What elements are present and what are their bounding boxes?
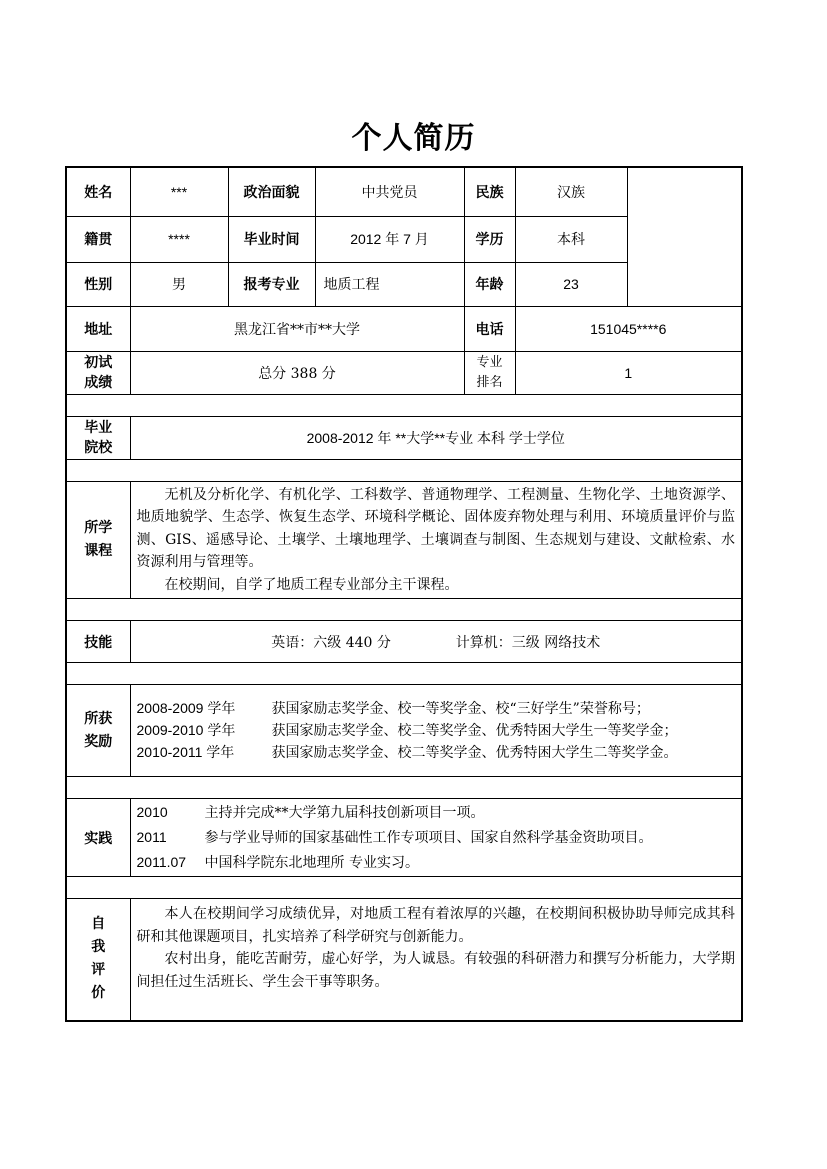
ethnic-value: 汉族: [515, 167, 627, 216]
score-label-line2: 成绩: [84, 374, 113, 391]
school-label-line1: 毕业: [84, 419, 113, 436]
major-label: 报考专业: [228, 262, 315, 306]
major-value: 地质工程: [315, 262, 464, 306]
rank-label-line1: 专业: [476, 354, 503, 370]
award-year: 2009-2010 学年: [136, 721, 236, 738]
politics-label: 政治面貌: [228, 167, 315, 216]
practice-item: [131, 850, 742, 875]
skills-content: [130, 621, 742, 663]
age-label: 年龄: [464, 262, 515, 306]
politics-value: 中共党员: [315, 167, 464, 216]
school-value: 2008-2012 年 **大学**专业 本科 学士学位: [130, 416, 742, 459]
gender-label: 性别: [66, 262, 130, 306]
practice-year: 2010: [136, 804, 168, 820]
spacer-row: [66, 877, 742, 899]
photo-area: [627, 167, 742, 306]
award-year: 2010-2011 学年: [136, 743, 235, 760]
spacer-row: [66, 777, 742, 799]
practice-year: 2011.07: [136, 854, 187, 870]
self-eval-content: [130, 899, 742, 1021]
resume-table: [65, 166, 743, 1022]
page-title: 个人简历: [351, 121, 476, 156]
phone-value: 151045****6: [515, 306, 742, 351]
award-item: [131, 742, 742, 764]
gender-value: 男: [130, 262, 228, 306]
skills-english: 英语：六级 440 分: [271, 634, 391, 651]
ethnic-label: 民族: [464, 167, 515, 216]
award-year: 2008-2009 学年: [136, 699, 236, 716]
award-item: [131, 698, 742, 720]
age-value: 23: [515, 262, 627, 306]
rank-value: 1: [515, 351, 742, 394]
school-label: [66, 416, 130, 459]
spacer-row: [66, 663, 742, 685]
practice-content: [130, 799, 742, 877]
award-text: 获国家励志奖学金、校二等奖学金、优秀特困大学生一等奖学金；: [271, 722, 678, 739]
degree-label: 学历: [464, 216, 515, 262]
practice-text: 参与学业导师的国家基础性工作专项项目、国家自然科学基金资助项目。: [204, 830, 653, 846]
courses-paragraph-1: 无机及分析化学、有机化学、工科数学、普通物理学、工程测量、生物化学、土地资源学、地质地貌学、生态学、恢复生态学、环境科学概论、固体废弃物处理与利用、环境质量评价与监测、GIS、遥感导论、土壤学、土壤地理学、土壤调查与制图、生态规划与建设、文献检索、水资源利用与管理等。: [136, 486, 735, 570]
self-eval-char: 自: [91, 916, 106, 933]
courses-label-line1: 所学: [84, 519, 113, 536]
address-label: 地址: [66, 306, 130, 351]
spacer-row: [66, 599, 742, 621]
score-label: [66, 351, 130, 394]
skills-label: 技能: [66, 621, 130, 663]
award-item: [131, 720, 742, 742]
name-label: 姓名: [66, 167, 130, 216]
score-value: 总分 388 分: [130, 351, 464, 394]
courses-content: [130, 481, 742, 599]
self-eval-char: 价: [91, 985, 106, 1002]
rank-label: [464, 351, 515, 394]
award-text: 获国家励志奖学金、校二等奖学金、优秀特困大学生二等奖学金。: [271, 744, 678, 761]
self-eval-char: 评: [91, 962, 106, 979]
degree-value: 本科: [515, 216, 627, 262]
award-text: 获国家励志奖学金、校一等奖学金、校“三好学生”荣誉称号；: [271, 700, 650, 717]
school-label-line2: 院校: [84, 439, 113, 456]
awards-content: [130, 685, 742, 777]
self-eval-char: 我: [91, 939, 106, 956]
skills-computer: 计算机：三级 网络技术: [455, 634, 601, 651]
practice-text: 中国科学院东北地理所 专业实习。: [204, 855, 419, 871]
practice-year: 2011: [136, 829, 167, 845]
address-value: 黑龙江省**市**大学: [130, 306, 464, 351]
spacer-row: [66, 459, 742, 481]
score-label-line1: 初试: [84, 354, 113, 371]
native-value: ****: [130, 216, 228, 262]
courses-label-line2: 课程: [84, 542, 113, 559]
practice-text: 主持并完成**大学第九届科技创新项目一项。: [204, 805, 485, 821]
courses-paragraph-2: 在校期间，自学了地质工程专业部分主干课程。: [164, 576, 459, 593]
rank-label-line2: 排名: [476, 374, 503, 390]
practice-item: [131, 825, 742, 850]
practice-item: [131, 800, 742, 825]
phone-label: 电话: [464, 306, 515, 351]
native-label: 籍贯: [66, 216, 130, 262]
practice-label: 实践: [66, 799, 130, 877]
awards-label-line2: 奖励: [84, 733, 113, 750]
name-value: ***: [130, 167, 228, 216]
self-eval-paragraph-2: 农村出身，能吃苦耐劳，虚心好学，为人诚恳。有较强的科研潜力和撰写分析能力，大学期间担任过生活班长、学生会干事等职务。: [136, 951, 735, 990]
awards-label: [66, 685, 130, 777]
awards-label-line1: 所获: [84, 710, 113, 727]
self-eval-label: [66, 899, 130, 1021]
self-eval-paragraph-1: 本人在校期间学习成绩优异，对地质工程有着浓厚的兴趣，在校期间积极协助导师完成其科研和其他课题项目，扎实培养了科学研究与创新能力。: [136, 906, 735, 945]
spacer-row: [66, 394, 742, 416]
courses-label: [66, 481, 130, 599]
grad-time-label: 毕业时间: [228, 216, 315, 262]
grad-time-value: 2012 年 7 月: [315, 216, 464, 262]
